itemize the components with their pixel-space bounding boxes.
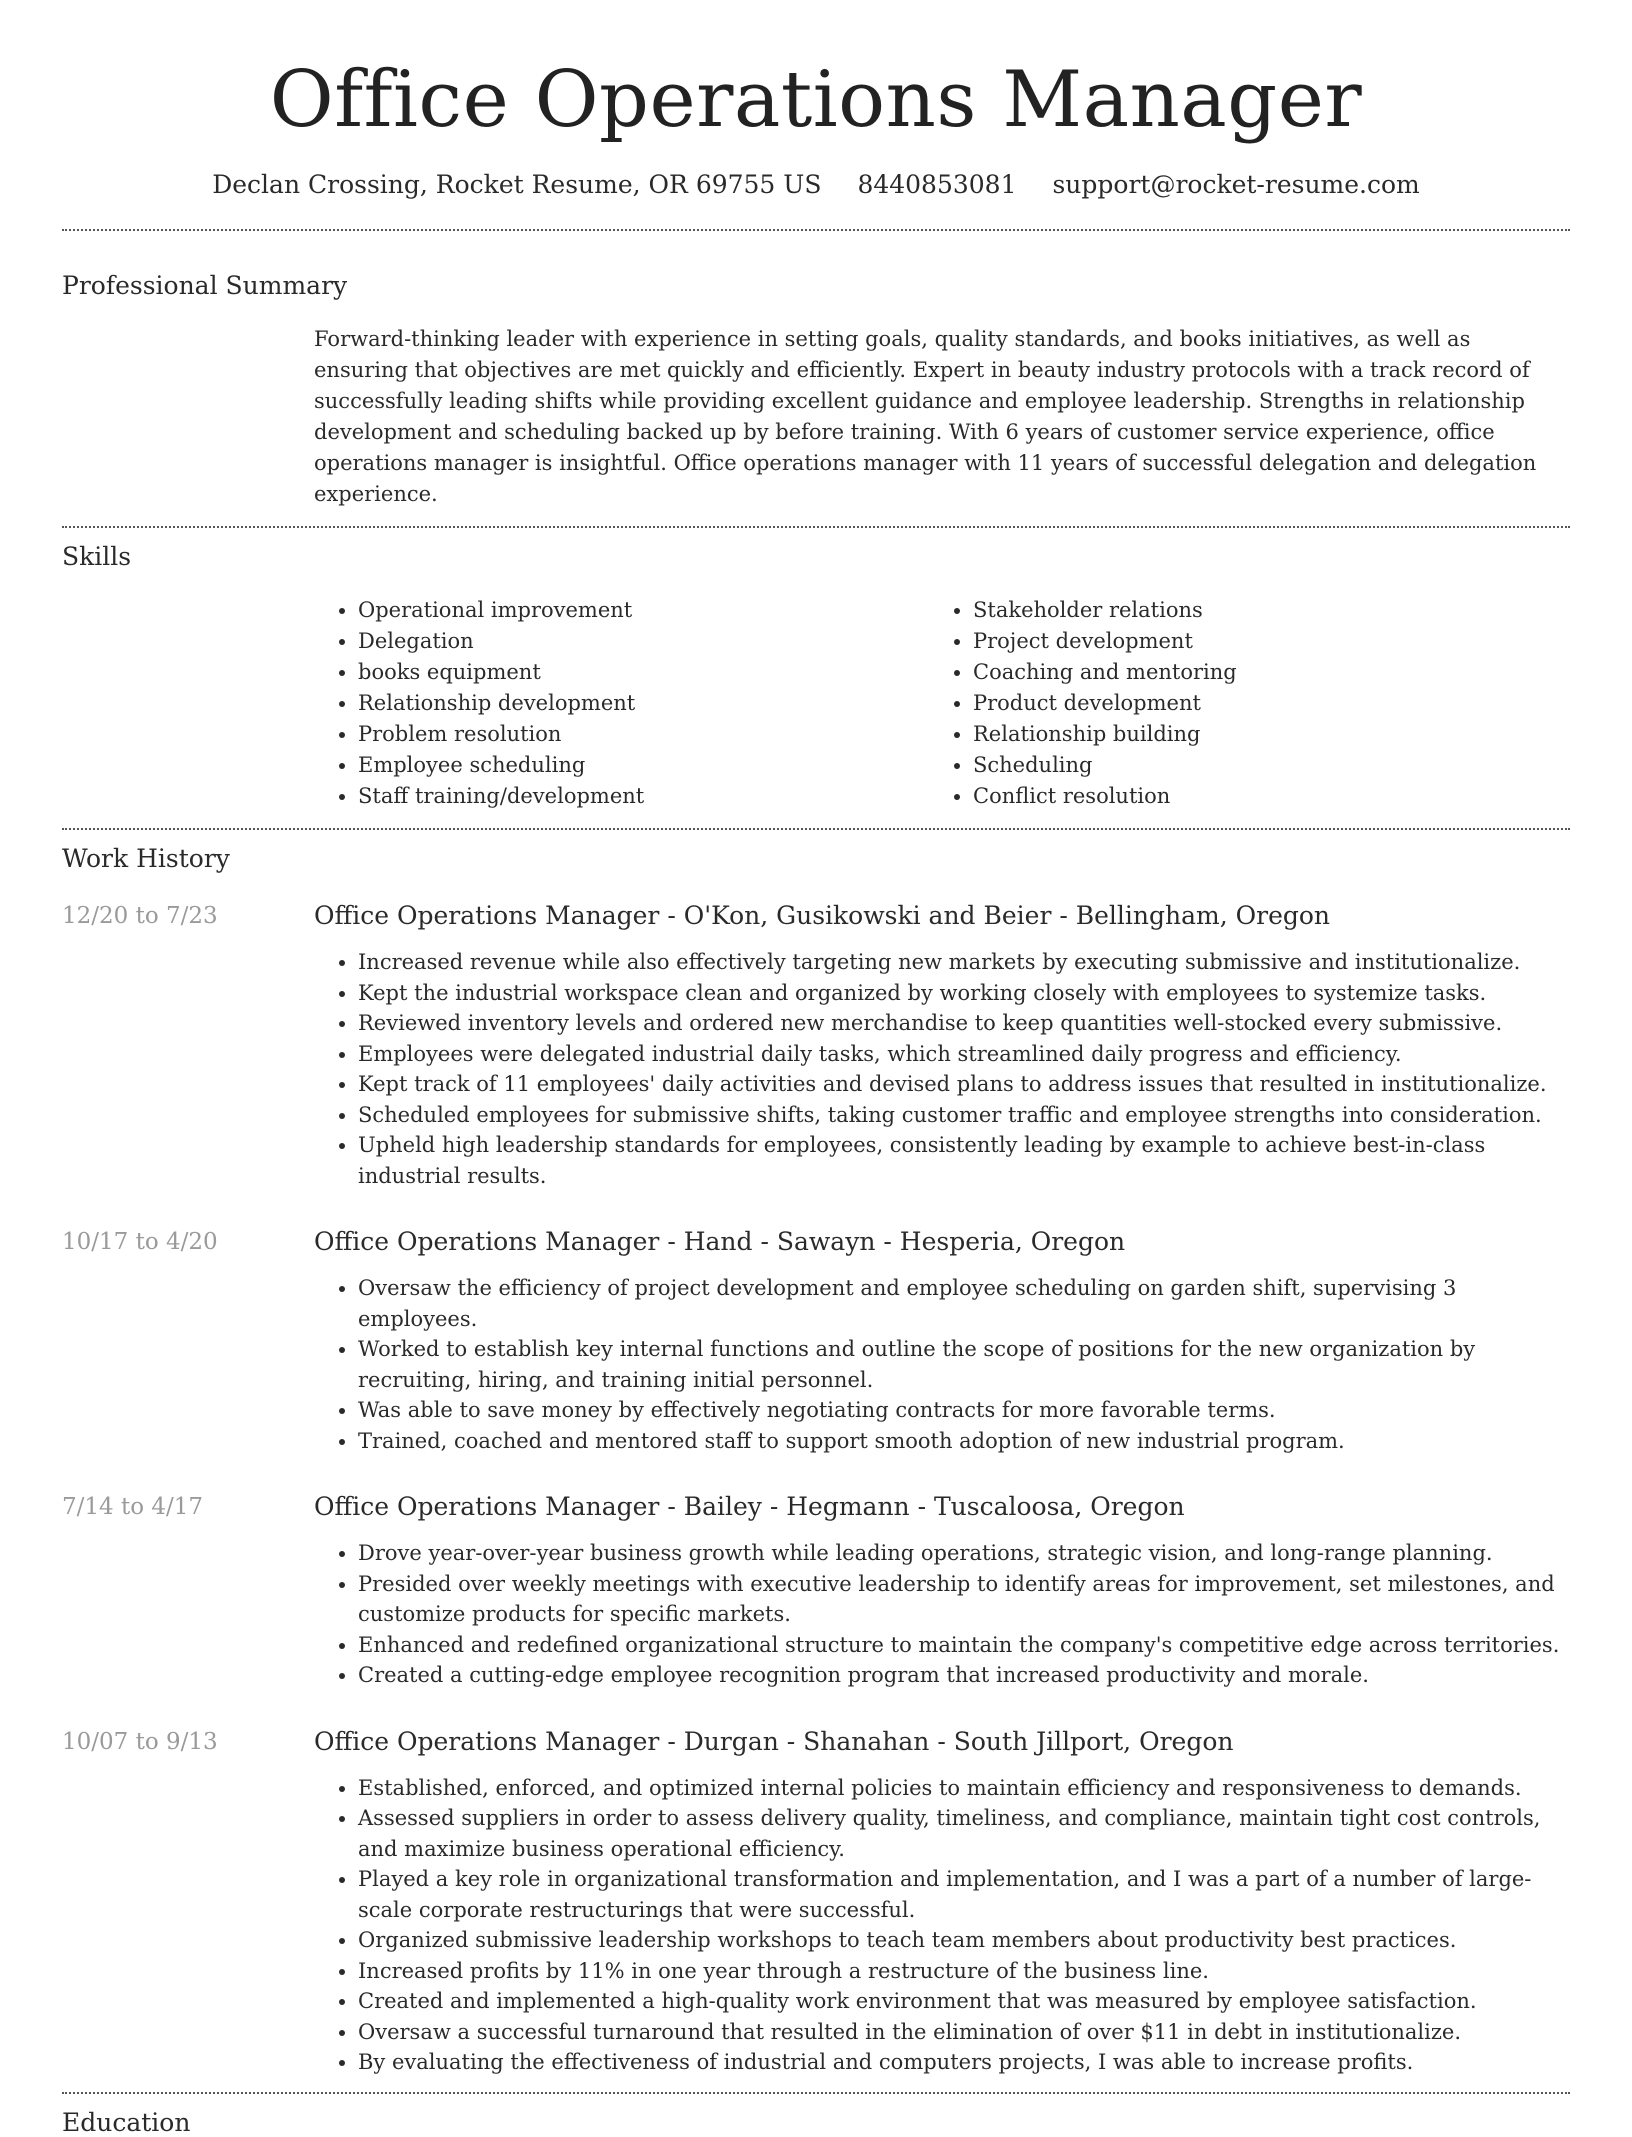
job-bullet: • Upheld high leadership standards for employees, consistently leading by example to achieve best-in-class industrial results. xyxy=(358,1130,1570,1191)
job-bullet: • Increased revenue while also effectively targeting new markets by executing submissive and institutionalize. xyxy=(358,947,1570,978)
job-bullet: • Created and implemented a high-quality work environment that was measured by employee satisfaction. xyxy=(358,1986,1570,2017)
job-bullet: • Drove year-over-year business growth while leading operations, strategic vision, and long-range planning. xyxy=(358,1538,1570,1569)
job-bullet: • Increased profits by 11% in one year through a restructure of the business line. xyxy=(358,1956,1570,1987)
job-entry xyxy=(62,901,1570,1191)
summary-section xyxy=(62,231,1570,510)
page-title: Office Operations Manager xyxy=(269,55,1363,145)
contact-email: support@rocket-resume.com xyxy=(1052,170,1420,199)
skill-item: • books equipment xyxy=(358,657,929,688)
job-title: Office Operations Manager - O'Kon, Gusikowski and Beier - Bellingham, Oregon xyxy=(314,901,1331,930)
job-bullet: • Reviewed inventory levels and ordered new merchandise to keep quantities well-stocked every submissive. xyxy=(358,1008,1570,1039)
job-bullet: • Kept track of 11 employees' daily activities and devised plans to address issues that resulted in institutionalize. xyxy=(358,1069,1570,1100)
skill-item: • Conflict resolution xyxy=(973,781,1489,812)
job-bullet: • Worked to establish key internal functions and outline the scope of positions for the new organization by recruiting, hiring, and training initial personnel. xyxy=(358,1334,1570,1395)
job-bullet: • Scheduled employees for submissive shifts, taking customer traffic and employee strengths into consideration. xyxy=(358,1100,1570,1131)
skill-item: • Operational improvement xyxy=(358,595,929,626)
section-title-work: Work History xyxy=(62,844,230,873)
job-entry xyxy=(62,1492,1570,1691)
job-dates: 10/17 to 4/20 xyxy=(62,1229,218,1255)
job-bullet: • Organized submissive leadership workshops to teach team members about productivity best practices. xyxy=(358,1925,1570,1956)
job-list xyxy=(62,901,1570,2078)
job-entry xyxy=(62,1227,1570,1456)
contact-line xyxy=(62,170,1570,199)
skill-item: • Employee scheduling xyxy=(358,750,929,781)
job-bullet: • Presided over weekly meetings with executive leadership to identify areas for improvement, set milestones, and customize products for specific markets. xyxy=(358,1569,1570,1630)
job-bullet-list xyxy=(314,1538,1570,1691)
skill-item: • Coaching and mentoring xyxy=(973,657,1489,688)
skill-item: • Product development xyxy=(973,688,1489,719)
skills-section xyxy=(62,528,1570,812)
skills-list-right xyxy=(929,595,1489,812)
skill-item: • Problem resolution xyxy=(358,719,929,750)
contact-address: Declan Crossing, Rocket Resume, OR 69755 US xyxy=(212,170,822,199)
skill-item: • Relationship development xyxy=(358,688,929,719)
job-bullet: • Was able to save money by effectively negotiating contracts for more favorable terms. xyxy=(358,1395,1570,1426)
job-entry xyxy=(62,1727,1570,2078)
section-title-skills: Skills xyxy=(62,542,132,571)
job-bullet: • By evaluating the effectiveness of industrial and computers projects, I was able to increase profits. xyxy=(358,2047,1570,2078)
job-bullet: • Oversaw a successful turnaround that resulted in the elimination of over $11 in debt in institutionalize. xyxy=(358,2017,1570,2048)
section-title-summary: Professional Summary xyxy=(62,271,348,300)
job-title: Office Operations Manager - Durgan - Shanahan - South Jillport, Oregon xyxy=(314,1726,1234,1756)
job-title: Office Operations Manager - Hand - Sawayn - Hesperia, Oregon xyxy=(314,1227,1126,1256)
skill-item: • Staff training/development xyxy=(358,781,929,812)
job-bullet: • Established, enforced, and optimized internal policies to maintain efficiency and responsiveness to demands. xyxy=(358,1773,1570,1804)
job-bullet-list xyxy=(314,1773,1570,2078)
resume-header xyxy=(62,0,1570,199)
education-section xyxy=(62,2094,1570,2137)
job-dates: 12/20 to 7/23 xyxy=(62,903,218,929)
skill-item: • Delegation xyxy=(358,626,929,657)
job-bullet: • Oversaw the efficiency of project development and employee scheduling on garden shift, supervising 3 employees. xyxy=(358,1273,1570,1334)
job-bullet: • Enhanced and redefined organizational structure to maintain the company's competitive edge across territories. xyxy=(358,1630,1570,1661)
job-bullet: • Kept the industrial workspace clean and organized by working closely with employees to systemize tasks. xyxy=(358,978,1570,1009)
skill-item: • Stakeholder relations xyxy=(973,595,1489,626)
skills-grid xyxy=(314,595,1570,812)
job-bullet: • Assessed suppliers in order to assess delivery quality, timeliness, and compliance, maintain tight cost controls, and maximize business operational efficiency. xyxy=(358,1803,1570,1864)
job-bullet-list xyxy=(314,947,1570,1191)
job-bullet: • Employees were delegated industrial daily tasks, which streamlined daily progress and efficiency. xyxy=(358,1039,1570,1070)
skill-item: • Scheduling xyxy=(973,750,1489,781)
job-bullet: • Created a cutting-edge employee recognition program that increased productivity and morale. xyxy=(358,1660,1570,1691)
job-bullet-list xyxy=(314,1273,1570,1456)
job-title: Office Operations Manager - Bailey - Hegmann - Tuscaloosa, Oregon xyxy=(314,1492,1185,1521)
work-section xyxy=(62,830,1570,2078)
job-bullet: • Trained, coached and mentored staff to support smooth adoption of new industrial program. xyxy=(358,1426,1570,1457)
skills-list-left xyxy=(314,595,929,812)
job-dates: 10/07 to 9/13 xyxy=(62,1728,218,1755)
skill-item: • Relationship building xyxy=(973,719,1489,750)
job-dates: 7/14 to 4/17 xyxy=(62,1494,204,1520)
summary-text: Forward-thinking leader with experience in setting goals, quality standards, and books initiatives, as well as ensuring that objectives are met quickly and efficiently. Expert in beauty industry protocols with a track record of successfully leading shifts while providing excellent guidance and employee leadership. Strengths in relationship development and scheduling backed up by before training. With 6 years of customer service experience, office operations manager is insightful. Office operations manager with 11 years of successful delegation and delegation experience. xyxy=(314,327,1537,506)
contact-phone: 8440853081 xyxy=(857,170,1017,199)
skill-item: • Project development xyxy=(973,626,1489,657)
job-bullet: • Played a key role in organizational transformation and implementation, and I was a part of a number of large-scale corporate restructurings that were successful. xyxy=(358,1864,1570,1925)
section-title-education: Education xyxy=(62,2107,191,2137)
